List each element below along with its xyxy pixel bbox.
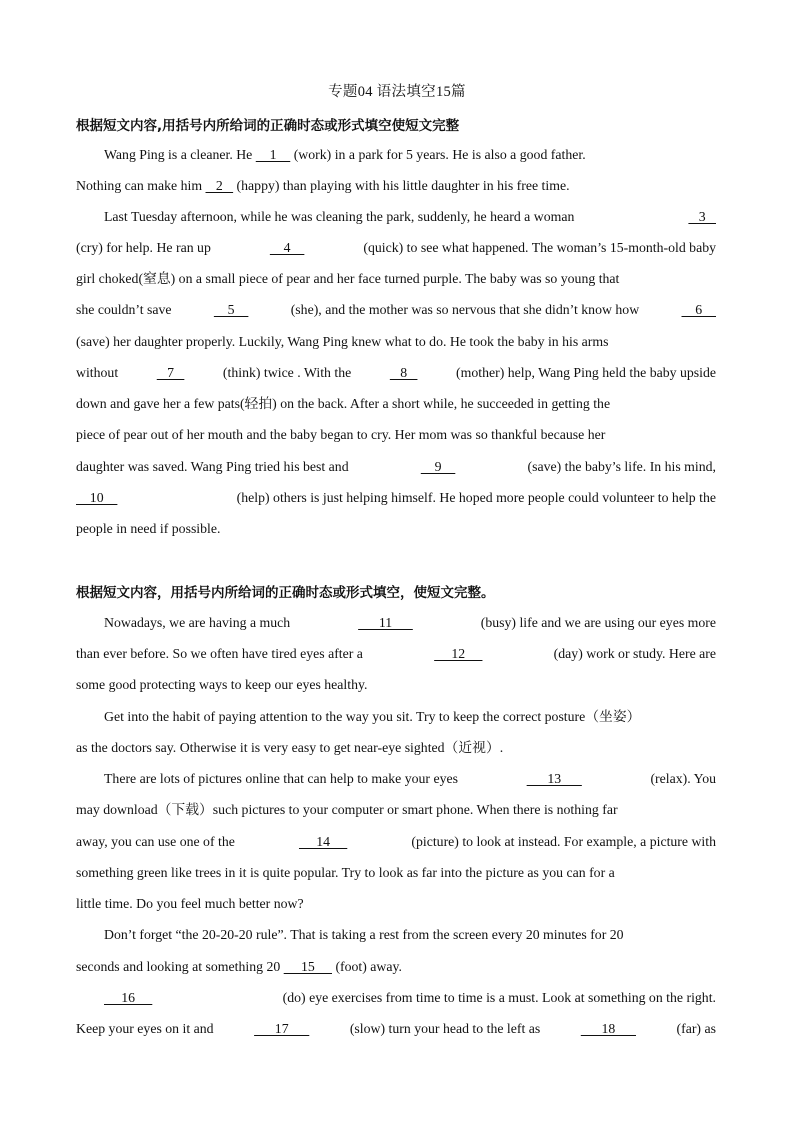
passage2-line	[104, 614, 716, 632]
passage-text: people in need if possible.	[76, 521, 221, 536]
passage1-line	[76, 426, 716, 444]
passage-text: Get into the habit of paying attention to the way you sit. Try to keep the correct posture（坐姿）	[104, 709, 641, 724]
answer-blank[interactable]: 17	[254, 1021, 310, 1036]
passage-text: Last Tuesday afternoon, while he was cleaning the park, suddenly, he heard a woman	[104, 209, 578, 224]
answer-blank[interactable]: 12	[434, 646, 483, 661]
passage2-line	[76, 833, 716, 851]
answer-blank[interactable]: 6	[681, 302, 716, 317]
passage-text: (work) in a park for 5 years. He is also a good father.	[290, 147, 586, 162]
passage-text: than ever before. So we often have tired eyes after a	[76, 646, 367, 661]
passage-text: seconds and looking at something 20	[76, 959, 284, 974]
answer-blank[interactable]: 1	[255, 147, 291, 162]
passage-text: (cry) for help. He ran up	[76, 240, 215, 255]
answer-blank[interactable]: 2	[205, 178, 234, 193]
passage2-heading: 根据短文内容，用括号内所给词的正确时态或形式填空，使短文完整。	[76, 585, 495, 601]
passage-text: (mother) help, Wang Ping held the baby upside	[452, 365, 716, 380]
passage-text: she couldn’t save	[76, 302, 175, 317]
answer-blank[interactable]: 13	[526, 771, 582, 786]
passage2-line	[76, 801, 716, 819]
passage1-line	[76, 301, 716, 319]
passage-text: (far) as	[673, 1021, 716, 1036]
passage2-line	[76, 864, 716, 882]
answer-blank[interactable]: 10	[76, 490, 118, 505]
passage-text: (slow) turn your head to the left as	[346, 1021, 544, 1036]
passage-text: Keep your eyes on it and	[76, 1021, 217, 1036]
passage-text: (happy) than playing with his little daughter in his free time.	[233, 178, 570, 193]
answer-blank[interactable]: 15	[283, 959, 332, 974]
passage-text: Nowadays, we are having a much	[104, 615, 294, 630]
passage1-line	[104, 208, 716, 226]
passage2-line	[76, 1020, 716, 1038]
passage2-line	[76, 895, 716, 913]
passage-text: away, you can use one of the	[76, 834, 239, 849]
passage1-line	[76, 395, 716, 413]
passage-text: (save) the baby’s life. In his mind,	[524, 459, 716, 474]
answer-blank[interactable]: 18	[580, 1021, 636, 1036]
passage1-line	[104, 146, 716, 164]
passage-text: may download（下载）such pictures to your computer or smart phone. When there is nothing far	[76, 802, 618, 817]
passage-text: Nothing can make him	[76, 178, 206, 193]
passage2-line	[104, 926, 716, 944]
passage-text: (day) work or study. Here are	[550, 646, 716, 661]
answer-blank[interactable]: 14	[298, 834, 348, 849]
answer-blank[interactable]: 7	[156, 365, 185, 380]
page-title: 专题04 语法填空15篇	[328, 84, 466, 100]
passage1-line	[76, 489, 716, 507]
passage-text: (think) twice . With the	[219, 365, 355, 380]
answer-blank[interactable]: 3	[688, 209, 716, 224]
passage2-line	[104, 770, 716, 788]
passage-text: daughter was saved. Wang Ping tried his best and	[76, 459, 353, 474]
passage-text: (she), and the mother was so nervous that she didn’t know how	[287, 302, 643, 317]
passage-text: something green like trees in it is quite popular. Try to look as far into the picture as you can for a	[76, 865, 615, 880]
passage-text: down and gave her a few pats(轻拍) on the back. After a short while, he succeeded in getting the	[76, 396, 611, 411]
passage-text: (relax). You	[647, 771, 716, 786]
passage1-line	[76, 364, 716, 382]
passage-text: (help) others is just helping himself. He hoped more people could volunteer to help the	[233, 490, 716, 505]
passage-text: as the doctors say. Otherwise it is very easy to get near-eye sighted（近视）.	[76, 740, 504, 755]
passage1-line	[76, 458, 716, 476]
passage-text: (foot) away.	[332, 959, 402, 974]
answer-blank[interactable]: 5	[213, 302, 249, 317]
passage1-line	[76, 333, 716, 351]
passage-text: Don’t forget “the 20-20-20 rule”. That is taking a rest from the screen every 20 minutes for 20	[104, 927, 624, 942]
passage1-line	[76, 270, 716, 288]
passage2-line	[76, 739, 716, 757]
passage1-line	[76, 239, 716, 257]
passage-text: girl choked(窒息) on a small piece of pear and her face turned purple. The baby was so young that	[76, 271, 620, 286]
passage2-line	[104, 708, 716, 726]
passage-text: (do) eye exercises from time to time is a must. Look at something on the right.	[279, 990, 716, 1005]
passage1-line	[76, 520, 716, 538]
passage2-line	[76, 645, 716, 663]
answer-blank[interactable]: 8	[389, 365, 418, 380]
answer-blank[interactable]: 9	[420, 459, 456, 474]
passage1-heading: 根据短文内容,用括号内所给词的正确时态或形式填空使短文完整	[76, 118, 460, 134]
passage-text: some good protecting ways to keep our eyes healthy.	[76, 677, 368, 692]
passage-text: (busy) life and we are using our eyes more	[477, 615, 716, 630]
passage1-line	[76, 177, 716, 195]
passage-text: (picture) to look at instead. For example, a picture with	[407, 834, 716, 849]
passage-text: (quick) to see what happened. The woman’s 15-month-old baby	[359, 240, 716, 255]
passage-text: piece of pear out of her mouth and the baby began to cry. Her mom was so thankful because her	[76, 427, 606, 442]
passage-text: There are lots of pictures online that can help to make your eyes	[104, 771, 462, 786]
passage2-line	[104, 989, 716, 1007]
passage-text: Wang Ping is a cleaner. He	[104, 147, 256, 162]
passage-text: without	[76, 365, 122, 380]
passage2-line	[76, 676, 716, 694]
answer-blank[interactable]: 4	[269, 240, 305, 255]
passage-text: little time. Do you feel much better now?	[76, 896, 304, 911]
answer-blank[interactable]: 16	[104, 990, 153, 1005]
passage-text: (save) her daughter properly. Luckily, Wang Ping knew what to do. He took the baby in his arms	[76, 334, 609, 349]
answer-blank[interactable]: 11	[358, 615, 413, 630]
passage2-line	[76, 958, 716, 976]
